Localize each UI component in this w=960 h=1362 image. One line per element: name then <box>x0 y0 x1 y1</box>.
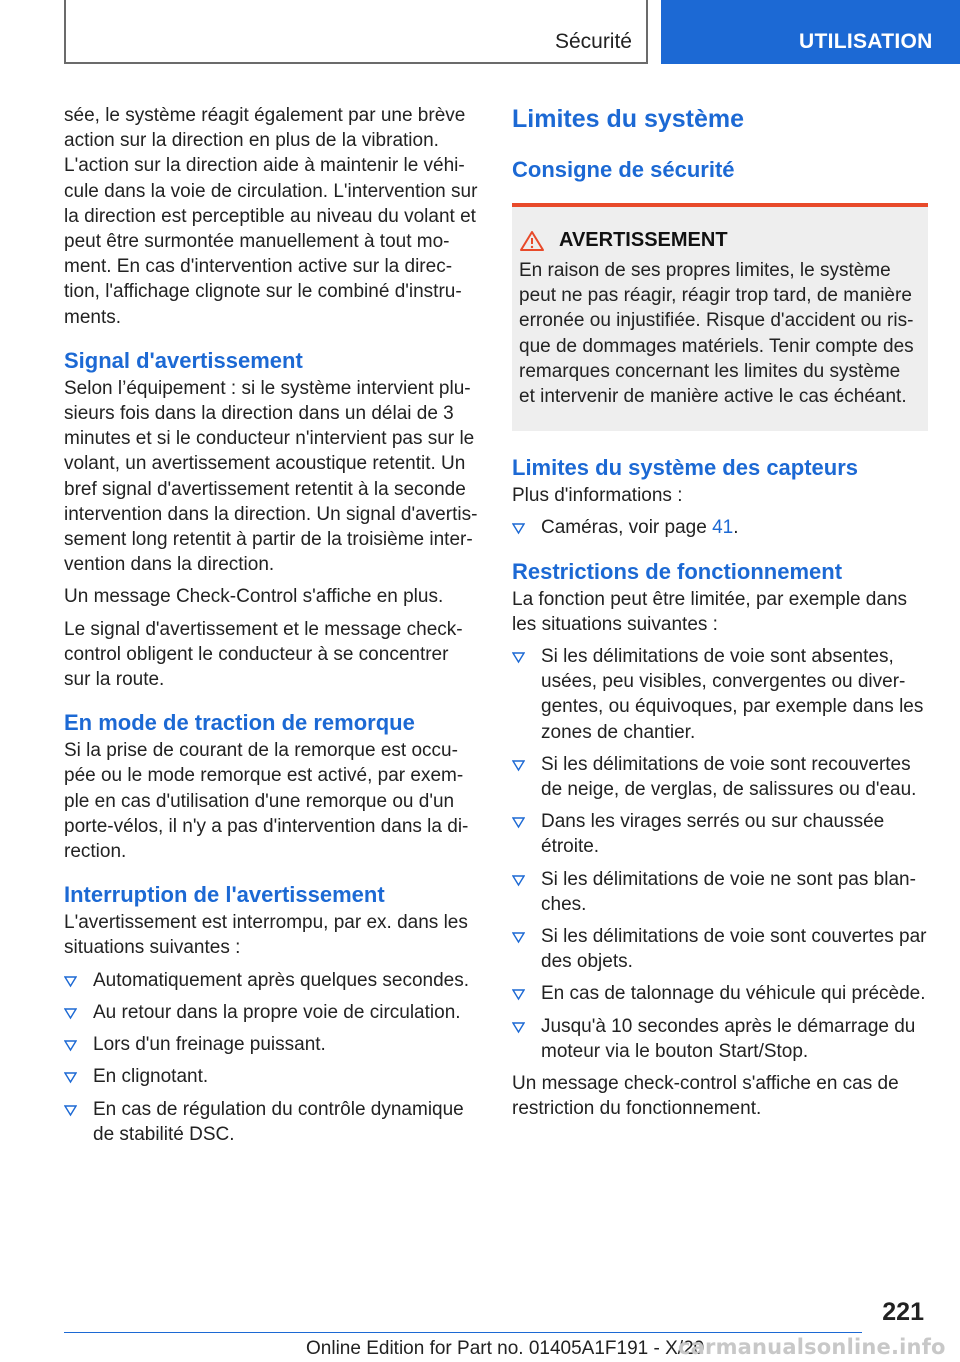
right-column <box>512 103 928 1121</box>
triangle-bullet-icon <box>512 927 525 947</box>
signal-paragraph-3: Le signal d'avertissement et le message check-control obligent le conducteur à se concentrer sur la route. <box>64 618 463 691</box>
warning-box <box>512 203 928 431</box>
footer-divider <box>64 1332 862 1333</box>
signal-heading: Signal d'avertissement <box>64 347 303 373</box>
triangle-bullet-icon <box>64 1035 77 1055</box>
triangle-bullet-icon <box>64 971 77 991</box>
list-item-text: Si les délimitations de voie sont absentes, usées, peu visibles, convergentes ou diver-gentes, ou équivoques, par exemple dans les zones de chantier. <box>541 646 924 743</box>
watermark: carmanualsonline.info <box>678 1335 946 1359</box>
list-item-suffix: . <box>733 517 739 539</box>
restrict-paragraph: La fonction peut être limitée, par exemple dans les situations suivantes : <box>512 588 908 635</box>
list-item-text: En clignotant. <box>93 1066 209 1088</box>
list-item-text: Au retour dans la propre voie de circulation. <box>93 1001 461 1023</box>
signal-paragraph-2: Un message Check-Control s'affiche en plus. <box>64 586 444 608</box>
header-section-title: Sécurité <box>554 30 632 53</box>
footer-edition: Online Edition for Part no. 01405A1F191 - X/20 <box>306 1338 705 1359</box>
interrupt-heading: Interruption de l'avertissement <box>64 882 385 908</box>
triangle-bullet-icon <box>512 870 525 890</box>
list-item <box>64 1000 478 1025</box>
list-item-text: En cas de régulation du contrôle dynamique de stabilité DSC. <box>93 1098 464 1145</box>
list-item <box>64 1064 478 1089</box>
list-item <box>512 1014 928 1064</box>
warning-triangle-icon <box>519 230 545 252</box>
triangle-bullet-icon <box>512 755 525 775</box>
list-item <box>64 1097 478 1147</box>
left-column <box>64 103 478 1147</box>
intro-paragraph: sée, le système réagit également par une brève action sur la direction en plus de la vibration. L'action sur la direction aide à maintenir le véhi-cule dans la voie de circulation. L'intervention sur la direction est perceptible au niveau du volant et peut être surmontée manuellement à tout mo-ment. En cas d'intervention active sur la direc-tion, l'affichage clignote sur le combiné d'instru-ments. <box>64 105 478 328</box>
list-item <box>512 809 928 859</box>
list-item-text: Dans les virages serrés ou sur chaussée étroite. <box>541 811 885 858</box>
triangle-bullet-icon <box>512 647 525 667</box>
triangle-bullet-icon <box>512 518 525 538</box>
triangle-bullet-icon <box>512 984 525 1004</box>
signal-paragraph-1: Selon l’équipement : si le système intervient plu-sieurs fois dans la direction dans un délai de 3 minutes et si le conducteur n'intervient pas sur le volant, un avertissement acoustique retentit. Un bref signal d'avertissement retentit à la seconde intervention dans la direction. Un signal d'avertis-sement long retentit à partir de la troisième inter-vention dans la direction. <box>64 377 478 576</box>
interrupt-paragraph: L'avertissement est interrompu, par ex. dans les situations suivantes : <box>64 912 468 959</box>
list-item-text: Automatiquement après quelques secondes. <box>93 969 470 991</box>
warning-title-row <box>519 229 920 252</box>
list-item <box>512 644 928 745</box>
list-item <box>512 924 928 974</box>
list-item-text: Jusqu'à 10 secondes après le démarrage du moteur via le bouton Start/Stop. <box>541 1015 916 1062</box>
triangle-bullet-icon <box>512 1017 525 1037</box>
trailer-heading: En mode de traction de remorque <box>64 710 415 736</box>
page-link[interactable]: 41 <box>712 517 734 539</box>
list-item-text: Si les délimitations de voie ne sont pas blan-ches. <box>541 868 916 915</box>
sensors-heading: Limites du système des capteurs <box>512 455 859 481</box>
header-section-box <box>64 0 648 64</box>
restrict-heading: Restrictions de fonctionnement <box>512 558 843 584</box>
list-item <box>512 867 928 917</box>
list-item <box>512 981 928 1006</box>
list-item <box>64 1032 478 1057</box>
warning-title: AVERTISSEMENT <box>559 229 728 251</box>
list-item <box>64 968 478 993</box>
triangle-bullet-icon <box>512 812 525 832</box>
triangle-bullet-icon <box>64 1100 77 1120</box>
trailer-paragraph: Si la prise de courant de la remorque est occu-pée ou le mode remorque est activé, par exem-ple en cas d'utilisation d'une remorque ou d'un porte-vélos, il n'y a pas d'intervention dans la di-rection. <box>64 740 469 863</box>
list-item-text: Si les délimitations de voie sont recouvertes de neige, de verglas, de salissures ou d'eau. <box>541 753 917 801</box>
triangle-bullet-icon <box>64 1067 77 1087</box>
safety-heading: Consigne de sécurité <box>512 157 735 182</box>
list-item-text: Si les délimitations de voie sont couvertes par des objets. <box>541 926 927 973</box>
list-item <box>512 752 928 802</box>
list-item <box>512 515 928 540</box>
warning-text: En raison de ses propres limites, le système peut ne pas réagir, réagir trop tard, de manière erronée ou injustifiée. Risque d'accident ou ris-que de dommages matériels. Tenir compte des remarques concernant les limites du système et intervenir de manière active le cas échéant. <box>519 260 914 408</box>
list-item-text: Caméras, voir page <box>541 517 713 539</box>
triangle-bullet-icon <box>64 1003 77 1023</box>
header-chapter-tab <box>661 0 960 64</box>
list-item-text: Lors d'un freinage puissant. <box>93 1034 326 1056</box>
list-item-text: En cas de talonnage du véhicule qui précède. <box>541 983 926 1005</box>
limits-heading: Limites du système <box>512 105 745 133</box>
restrict-closing: Un message check-control s'affiche en cas de restriction du fonctionnement. <box>512 1073 899 1120</box>
page-number: 221 <box>882 1298 924 1326</box>
header-chapter-label: UTILISATION <box>799 30 933 53</box>
sensors-paragraph: Plus d'informations : <box>512 485 683 507</box>
